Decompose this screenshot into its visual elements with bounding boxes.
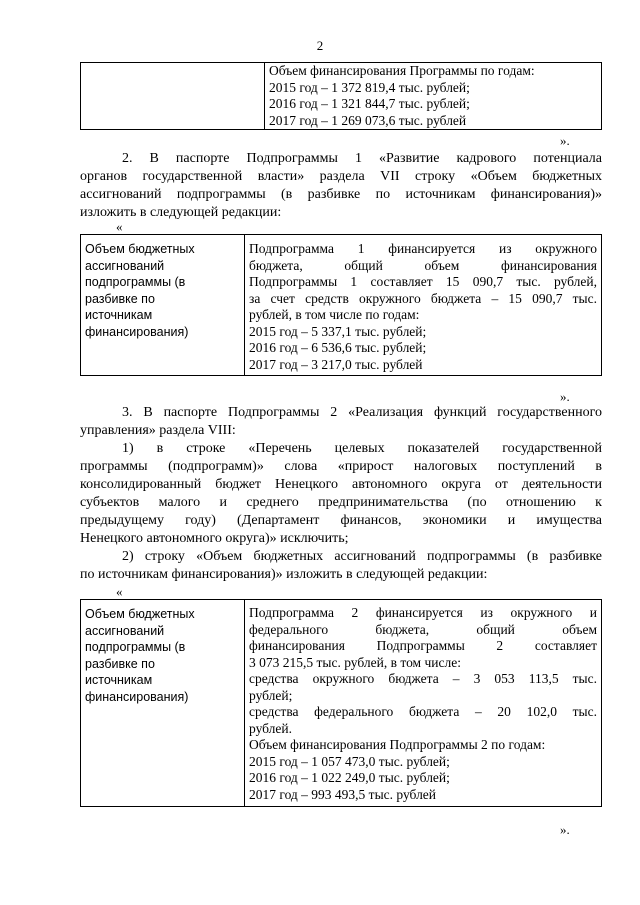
table2-value-line: 2016 год – 6 536,6 тыс. рублей; [249,340,427,355]
paragraph-line: 3. В паспорте Подпрограммы 2 «Реализация функций государственного [122,405,602,420]
table1-line: 2017 год – 1 269 073,6 тыс. рублей [269,112,467,128]
table3-value-line: рублей; [249,687,293,703]
paragraph-line: консолидированный бюджет Ненецкого автономного округа от деятельности [80,477,602,492]
paragraph-line: 2. В паспорте Подпрограммы 1 «Развитие кадрового потенциала [122,151,602,166]
table3-value-line: финансирования Подпрограммы 2 составляет [249,638,597,653]
table2-value-line: Подпрограмма 1 финансируется из окружного [249,241,597,256]
table-subprogram-1-funding [80,234,602,376]
table3-value-line: Объем финансирования Подпрограммы 2 по годам: [249,737,546,752]
table2-label-line: подпрограммы (в [85,275,186,289]
table3-value-line: средства окружного бюджета – 3 053 113,5 тыс. [249,671,597,686]
table3-label-line: финансирования) [85,689,189,704]
table2-value-line: 2017 год – 3 217,0 тыс. рублей [249,356,423,372]
close-quote: ». [560,822,570,837]
paragraph-line: субъектов малого и среднего предпринимательства (по отношению к [80,495,602,510]
table2-value-line: за счет средств окружного бюджета – 15 090,7 тыс. [249,290,597,306]
paragraph-line: органов государственной власти» раздела VII строку «Объем бюджетных [80,169,602,184]
paragraph-line: ассигнований подпрограммы (в разбивке по источникам финансирования)» [80,187,602,202]
table2-label-line: источникам [85,308,153,322]
table2-label-line: Объем бюджетных [85,242,195,256]
table3-value-line: средства федерального бюджета – 20 102,0 тыс. [249,704,597,719]
paragraph-line: 2) строку «Объем бюджетных ассигнований подпрограммы (в разбивке [122,549,602,564]
open-quote: « [116,219,123,234]
table2-label-line: ассигнований [85,258,165,273]
table2-label-line: разбивке по [85,291,155,306]
table1-line: 2015 год – 1 372 819,4 тыс. рублей; [269,79,470,95]
table3-value-line: федерального бюджета, общий объем [249,621,597,637]
table3-label-line: ассигнований [85,623,165,638]
table3-value-line: 2017 год – 993 493,5 тыс. рублей [249,786,437,802]
table1-line: 2016 год – 1 321 844,7 тыс. рублей; [269,96,470,111]
table-program-funding [80,62,602,130]
paragraph-line: по источникам финансирования)» изложить в следующей редакции: [80,567,488,582]
table2-value-cell [245,235,602,376]
table2-value-line: бюджета, общий объем финансирования [249,257,597,273]
paragraph-line: изложить в следующей редакции: [80,205,282,220]
table3-label-line: источникам [85,673,153,687]
paragraph-3 [80,404,602,584]
table1-empty-cell [81,63,265,130]
paragraph-line: управления» раздела VIII: [80,423,236,438]
paragraph-line: Ненецкого автономного округа)» исключить; [80,531,349,546]
table3-value-line: Подпрограмма 2 финансируется из окружного и [249,605,597,620]
page-number: 2 [316,38,324,53]
table3-value-line: 2015 год – 1 057 473,0 тыс. рублей; [249,753,450,769]
table2-value-line: рублей, в том числе по годам: [249,307,420,322]
paragraph-2 [80,150,602,222]
table2-label-cell [81,235,245,376]
open-quote: « [116,584,123,599]
table2-value-line: Подпрограммы 1 составляет 15 090,7 тыс. рублей, [249,274,597,289]
close-quote: ». [560,133,570,148]
close-quote: ». [560,389,570,404]
table3-label-line: разбивке по [85,656,155,671]
paragraph-line: 1) в строке «Перечень целевых показателей государственной [122,441,602,456]
paragraph-line: программы (подпрограмм)» слова «прирост налоговых поступлений в [80,459,602,474]
table3-value-line: рублей. [249,720,293,736]
table3-label-cell [81,600,245,807]
table3-value-line: 2016 год – 1 022 249,0 тыс. рублей; [249,770,450,785]
table-subprogram-2-funding [80,599,602,807]
table3-value-line: 3 073 215,5 тыс. рублей, в том числе: [249,654,461,670]
paragraph-line: предыдущему году) (Департамент финансов, экономики и имущества [80,513,602,528]
table1-line: Объем финансирования Программы по годам: [269,63,535,78]
table3-value-cell [245,600,602,807]
table3-label-line: Объем бюджетных [85,607,195,621]
table2-label-line: финансирования) [85,324,189,339]
table1-value-cell [265,63,602,130]
table2-value-line: 2015 год – 5 337,1 тыс. рублей; [249,323,427,339]
table3-label-line: подпрограммы (в [85,640,186,654]
